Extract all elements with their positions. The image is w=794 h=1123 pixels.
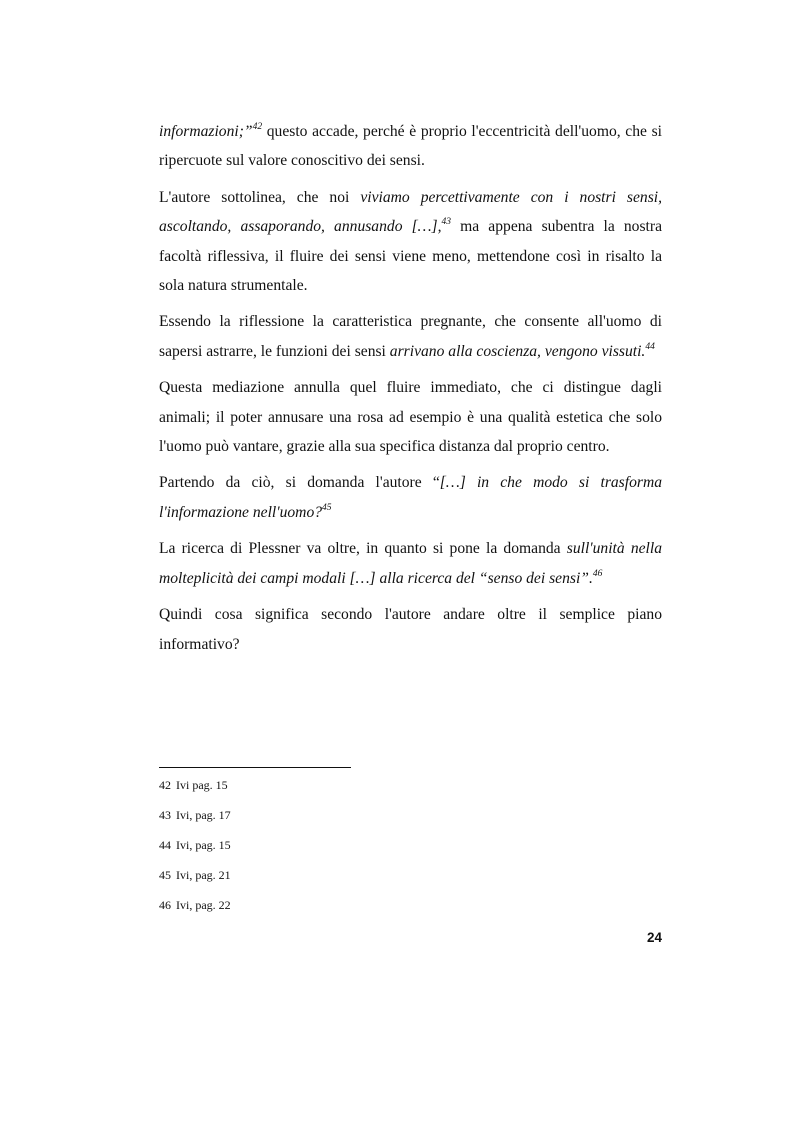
italic-text: arrivano alla coscienza, vengono vissuti. [389,342,646,360]
paragraph [159,534,662,593]
footnote [159,865,231,895]
footnote [159,895,231,925]
footnote-number: 44 [159,838,171,852]
footnotes [159,775,231,925]
paragraph-text: La ricerca di Plessner va oltre, in quanto si pone la domanda [159,540,567,558]
paragraph-text: questo accade, perché è proprio l'eccentricità dell'uomo, che si ripercuote sul valore conoscitivo dei sensi. [159,123,662,170]
paragraph [159,117,662,176]
footnote [159,775,231,805]
footnote-text: Ivi, pag. 17 [176,808,231,822]
footnote-reference: 44 [645,341,655,352]
footnote-text: Ivi, pag. 15 [176,838,231,852]
paragraph-text: Questa mediazione annulla quel fluire immediato, che ci distingue dagli animali; il poter annusare una rosa ad esempio è una qualità estetica che solo l'uomo può vantare, grazie alla sua specifica distanza dal proprio centro. [159,379,662,456]
footnote-number: 43 [159,808,171,822]
footnote-number: 46 [159,898,171,912]
footnote-text: Ivi pag. 15 [176,778,228,792]
paragraph [159,183,662,301]
italic-text: viviamo percettivamente con i nostri sensi, ascoltando, assaporando, annusando […], [159,188,662,236]
footnote-text: Ivi, pag. 21 [176,868,231,882]
paragraph-text: L'autore sottolinea, che noi [159,188,361,206]
paragraph [159,307,662,366]
page-number: 24 [646,930,662,945]
footnote [159,805,231,835]
footnote-reference: 45 [322,502,332,513]
footnote-reference: 42 [252,122,263,132]
footnote-reference: 46 [592,568,603,579]
footnote-separator [159,767,351,768]
footnote-text: Ivi, pag. 22 [176,898,231,912]
paragraph [159,600,662,659]
paragraph [159,373,662,461]
italic-text: informazioni;” [159,123,253,140]
footnote-number: 42 [159,778,171,792]
italic-text: […] in che modo si trasforma l'informazione nell'uomo? [159,474,663,521]
paragraph [159,468,662,527]
paragraph-text: Partendo da ciò, si domanda l'autore “ [159,474,440,492]
footnote-number: 45 [159,868,171,882]
paragraph-text: Essendo la riflessione la caratteristica pregnante, che consente all'uomo di sapersi astrarre, le funzioni dei sensi [159,313,662,360]
paragraph-text: Quindi cosa significa secondo l'autore andare oltre il semplice piano informativo? [159,606,662,653]
footnote-reference: 43 [441,217,452,228]
body-text [159,117,662,666]
paragraph-text: ma appena subentra la nostra facoltà riflessiva, il fluire dei sensi viene meno, mettendone così in risalto la sola natura strumentale. [159,218,662,295]
footnote [159,835,231,865]
italic-text: sull'unità nella molteplicità dei campi modali […] alla ricerca del “senso dei sensi”. [159,540,663,587]
